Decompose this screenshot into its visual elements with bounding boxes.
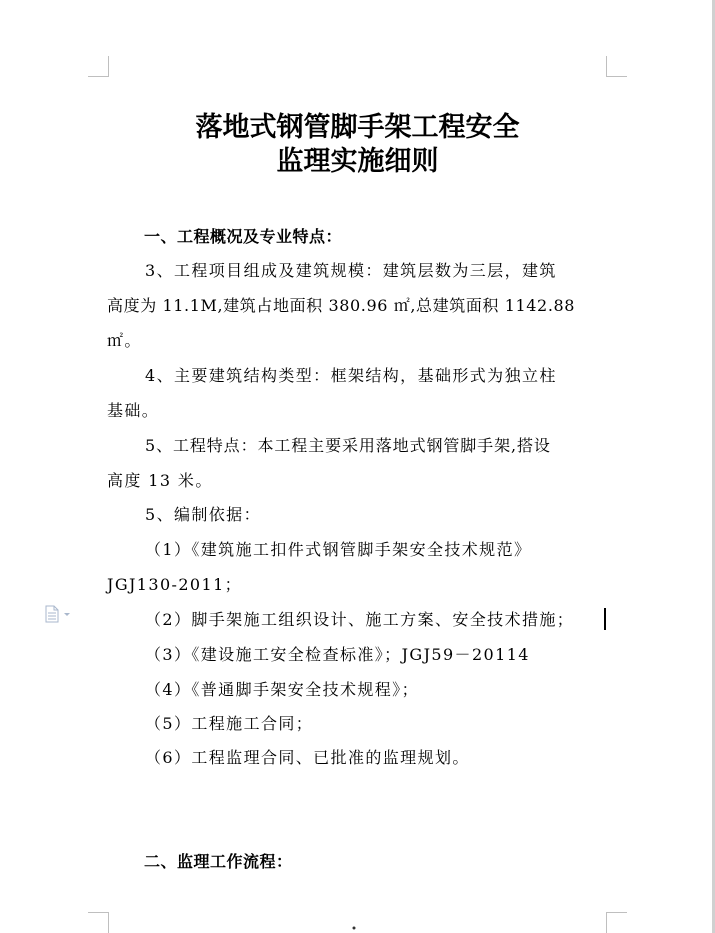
section-1-heading: 一、工程概况及专业特点： xyxy=(144,227,343,246)
item-3-line-1: 3、工程项目组成及建筑规模：建筑层数为三层，建筑 xyxy=(145,261,557,280)
margin-corner-top-right xyxy=(606,56,627,77)
item-5-line-2: 高度 13 米。 xyxy=(107,471,213,490)
document-note-icon[interactable] xyxy=(44,605,74,623)
basis-heading: 5、编制依据： xyxy=(145,505,261,524)
item-3-line-3: ㎡。 xyxy=(107,331,142,350)
margin-corner-bottom-left xyxy=(88,912,109,933)
margin-corner-top-left xyxy=(88,56,109,77)
basis-item-3: （3）《建设施工安全检查标准》；JGJ59－20114 xyxy=(145,645,530,664)
item-4-line-1: 4、主要建筑结构类型：框架结构，基础形式为独立柱 xyxy=(145,366,557,385)
chevron-down-icon xyxy=(64,613,70,616)
basis-item-4: （4）《普通脚手架安全技术规程》； xyxy=(145,680,419,699)
text-cursor xyxy=(604,608,606,630)
section-2-heading: 二、监理工作流程： xyxy=(144,852,293,871)
item-5-line-1: 5、工程特点：本工程主要采用落地式钢管脚手架,搭设 xyxy=(145,436,551,455)
basis-item-5: （5）工程施工合同； xyxy=(145,714,314,733)
basis-item-1-line-2: JGJ130-2011； xyxy=(107,575,243,594)
item-3-line-2: 高度为 11.1M,建筑占地面积 380.96 ㎡,总建筑面积 1142.88 xyxy=(107,296,576,315)
basis-item-1-line-1: （1）《建筑施工扣件式钢管脚手架安全技术规范》 xyxy=(145,540,532,559)
item-4-line-2: 基础。 xyxy=(107,401,160,420)
margin-corner-bottom-right xyxy=(606,912,627,933)
document-title-line-2: 监理实施细则 xyxy=(276,146,439,177)
basis-item-2: （2）脚手架施工组织设计、施工方案、安全技术措施； xyxy=(145,610,575,629)
document-title-line-1: 落地式钢管脚手架工程安全 xyxy=(195,112,520,143)
bottom-mark-icon xyxy=(351,926,357,930)
basis-item-6: （6）工程监理合同、已批准的监理规划。 xyxy=(145,748,470,767)
